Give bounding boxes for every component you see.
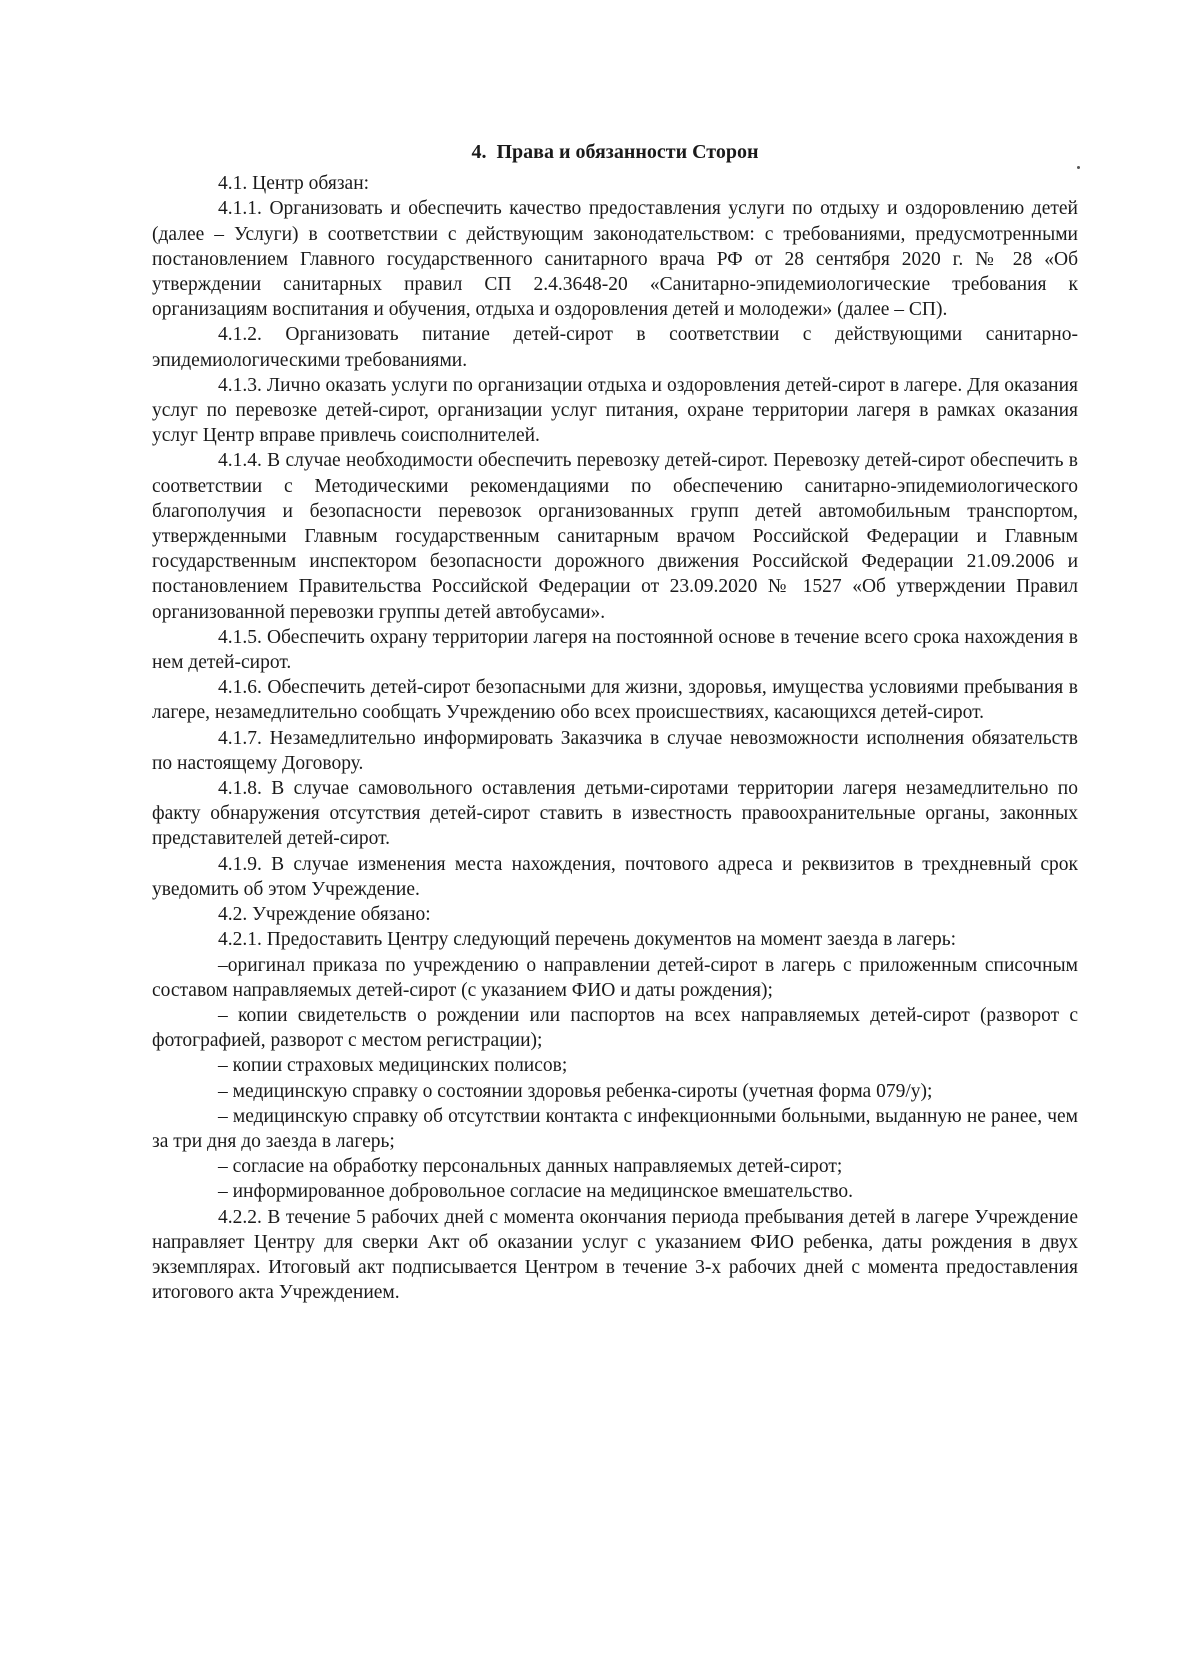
document-list-item: – медицинскую справку о состоянии здоровья ребенка-сироты (учетная форма 079/у); xyxy=(218,1080,933,1102)
clause-4-1-1: 4.1.1. Организовать и обеспечить качество предоставления услуги по отдыху и оздоровлению детей (далее – Услуги) в соответствии с действующим законодательством: с требованиями, предусмотренными постановлением Главного государственного санитарного врача РФ от 28 сентября 2020 г. № 28 «Об утверждении санитарных правил СП 2.4.3648-20 «Санитарно-эпидемиологические требования к организациям воспитания и обучения, отдыха и оздоровления детей и молодежи» (далее – СП). xyxy=(152,198,1078,321)
document-list-item: – информированное добровольное согласие на медицинское вмешательство. xyxy=(218,1181,853,1203)
document-list-item: – медицинскую справку об отсутствии контакта с инфекционными больными, выданную не ранее, чем за три дня до заезда в лагерь; xyxy=(152,1105,1078,1152)
document-page xyxy=(152,140,1078,1305)
document-list-item: –оригинал приказа по учреждению о направлении детей-сирот в лагерь с приложенным списочным составом направляемых детей-сирот (с указанием ФИО и даты рождения); xyxy=(152,954,1078,1001)
clause-4-2: 4.2. Учреждение обязано: xyxy=(218,904,431,926)
clause-4-2-1: 4.2.1. Предоставить Центру следующий перечень документов на момент заезда в лагерь: xyxy=(218,929,957,951)
clause-4-1-6: 4.1.6. Обеспечить детей-сирот безопасными для жизни, здоровья, имущества условиями пребывания в лагере, незамедлительно сообщать Учреждению обо всех происшествиях, касающихся детей-сирот. xyxy=(152,677,1078,724)
clause-4-1-3: 4.1.3. Лично оказать услуги по организации отдыха и оздоровления детей-сирот в лагере. Для оказания услуг по перевозке детей-сирот, организации услуг питания, охране территории лагеря в рамках оказания услуг Центр вправе привлечь соисполнителей. xyxy=(152,374,1078,447)
section-number: 4. xyxy=(471,141,487,163)
document-list-item: – копии свидетельств о рождении или паспортов на всех направляемых детей-сирот (разворот с фотографией, разворот с местом регистрации); xyxy=(152,1004,1078,1052)
document-list-item: – согласие на обработку персональных данных направляемых детей-сирот; xyxy=(218,1156,843,1178)
section-heading xyxy=(152,140,1078,165)
clause-4-1-4: 4.1.4. В случае необходимости обеспечить перевозку детей-сирот. Перевозку детей-сирот обеспечить в соответствии с Методическими рекомендациями по обеспечению санитарно-эпидемиологического благополучия и безопасности перевозок организованных групп детей автомобильным транспортом, утвержденными Главным государственным санитарным врачом Российской Федерации и Главным государственным инспектором безопасности дорожного движения Российской Федерации 21.09.2006 и постановлением Правительства Российской Федерации от 23.09.2020 № 1527 «Об утверждении Правил организованной перевозки группы детей автобусами». xyxy=(152,450,1078,623)
clause-4-1-7: 4.1.7. Незамедлительно информировать Заказчика в случае невозможности исполнения обязательств по настоящему Договору. xyxy=(152,727,1078,774)
clause-4-1-9: 4.1.9. В случае изменения места нахождения, почтового адреса и реквизитов в трехдневный срок уведомить об этом Учреждение. xyxy=(152,853,1078,900)
document-list-item: – копии страховых медицинских полисов; xyxy=(218,1055,568,1077)
clause-4-2-2: 4.2.2. В течение 5 рабочих дней с момента окончания периода пребывания детей в лагере Учреждение направляет Центру для сверки Акт об оказании услуг с указанием ФИО ребенка, даты рождения в двух экземплярах. Итоговый акт подписывается Центром в течение 3-х рабочих дней с момента предоставления итогового акта Учреждением. xyxy=(152,1206,1078,1304)
section-title: Права и обязанности Сторон xyxy=(496,141,759,163)
clause-4-1-2: 4.1.2. Организовать питание детей-сирот в соответствии с действующими санитарно-эпидемиологическими требованиями. xyxy=(152,324,1078,371)
clause-4-1: 4.1. Центр обязан: xyxy=(218,173,370,195)
clause-4-1-8: 4.1.8. В случае самовольного оставления детьми-сиротами территории лагеря незамедлительно по факту обнаружения отсутствия детей-сирот ставить в известность правоохранительные органы, законных представителей детей-сирот. xyxy=(152,778,1078,850)
clause-4-1-5: 4.1.5. Обеспечить охрану территории лагеря на постоянной основе в течение всего срока нахождения в нем детей-сирот. xyxy=(152,626,1078,674)
